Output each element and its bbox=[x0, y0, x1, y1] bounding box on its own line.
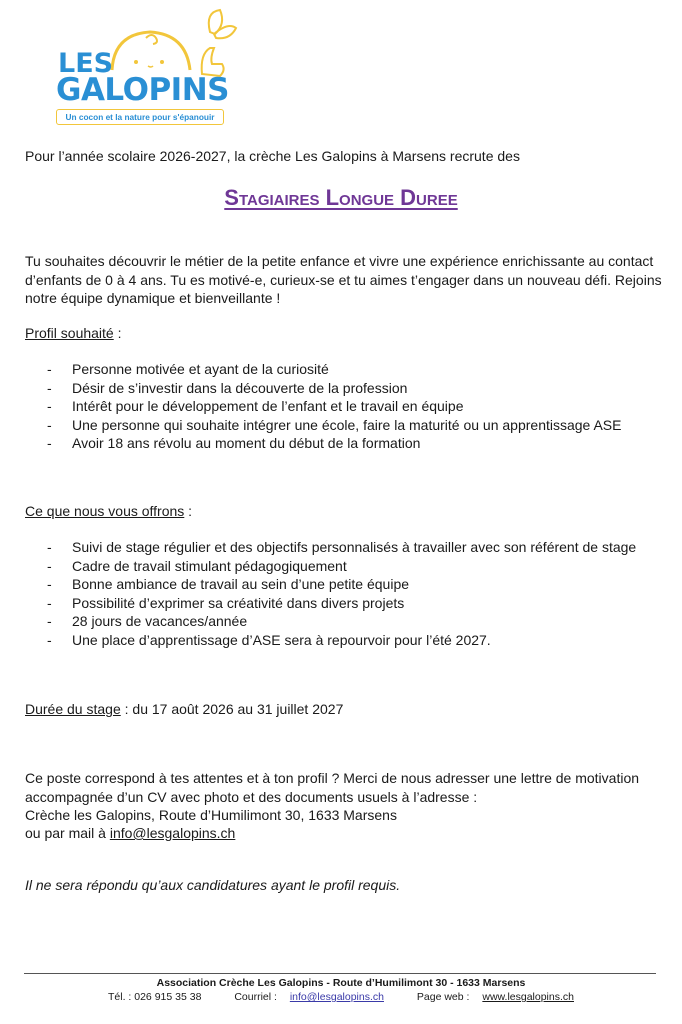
footer-web bbox=[407, 991, 574, 1003]
list-item: - Intérêt pour le développement de l’enfant et le travail en équipe bbox=[25, 397, 665, 416]
footer-divider bbox=[24, 973, 656, 974]
footer-website-link[interactable]: www.lesgalopins.ch bbox=[482, 991, 574, 1003]
logo-galopins-text: GALOPINS bbox=[56, 72, 229, 108]
profile-heading-colon: : bbox=[113, 325, 122, 341]
list-item: - Désir de s’investir dans la découverte de la profession bbox=[25, 379, 665, 398]
footer-phone: Tél. : 026 915 35 38 bbox=[108, 991, 202, 1003]
list-item: - Avoir 18 ans révolu au moment du début de la formation bbox=[25, 434, 665, 453]
footer-mail-label: Courriel : bbox=[234, 991, 280, 1003]
contact-mail-line bbox=[25, 824, 665, 843]
profile-heading-label: Profil souhaité bbox=[25, 325, 114, 341]
title-text: Stagiaires Longue Duree bbox=[224, 185, 458, 210]
footer-email-link[interactable]: info@lesgalopins.ch bbox=[289, 991, 384, 1003]
contact-email-link[interactable]: info@lesgalopins.ch bbox=[109, 825, 236, 841]
list-item: - Cadre de travail stimulant pédagogiquement bbox=[25, 557, 665, 576]
list-item: - Personne motivée et ayant de la curiosité bbox=[25, 360, 665, 379]
description: Tu souhaites découvrir le métier de la petite enfance et vivre une expérience enrichissante au contact d’enfants de 0 à 4 ans. Tu es motivé-e, curieux-se et tu aimes t’engager dans un nouveau défi. Rejoins notre équipe dynamique et bienveillante ! bbox=[25, 253, 662, 306]
page-title bbox=[0, 185, 682, 211]
duration bbox=[25, 700, 665, 719]
list-item: - Une personne qui souhaite intégrer une école, faire la maturité ou un apprentissage ASE bbox=[25, 416, 665, 435]
profile-heading bbox=[25, 324, 665, 343]
offer-list bbox=[25, 538, 665, 649]
footer-mail bbox=[224, 991, 384, 1003]
footer-contacts bbox=[0, 991, 682, 1003]
profile-list bbox=[25, 360, 665, 453]
list-item: - Possibilité d’exprimer sa créativité dans divers projets bbox=[25, 594, 665, 613]
list-item: - Suivi de stage régulier et des objectifs personnalisés à travailler avec son référent de stage bbox=[25, 538, 665, 557]
footer-address: Association Crèche Les Galopins - Route d’Humilimont 30 - 1633 Marsens bbox=[156, 977, 526, 989]
duration-value: : du 17 août 2026 au 31 juillet 2027 bbox=[120, 701, 344, 717]
offer-heading bbox=[25, 502, 665, 521]
list-item: - Une place d’apprentissage d’ASE sera à repourvoir pour l’été 2027. bbox=[25, 631, 665, 650]
list-item: - 28 jours de vacances/année bbox=[25, 612, 665, 631]
intro-text: Pour l’année scolaire 2026-2027, la crèche Les Galopins à Marsens recrute des bbox=[25, 148, 520, 164]
contact-address: Crèche les Galopins, Route d’Humilimont 30, 1633 Marsens bbox=[25, 807, 397, 823]
footer-web-label: Page web : bbox=[416, 991, 473, 1003]
list-item: - Bonne ambiance de travail au sein d’une petite équipe bbox=[25, 575, 665, 594]
offer-heading-colon: : bbox=[184, 503, 193, 519]
duration-label: Durée du stage bbox=[25, 701, 121, 717]
logo-les-text: LES bbox=[58, 48, 114, 79]
logo-tagline: Un cocon et la nature pour s'épanouir bbox=[56, 109, 224, 125]
logo bbox=[50, 4, 240, 128]
contact-mail-prefix: ou par mail à bbox=[25, 825, 110, 841]
disclaimer: Il ne sera répondu qu’aux candidatures ayant le profil requis. bbox=[25, 877, 401, 893]
offer-heading-label: Ce que nous vous offrons bbox=[25, 503, 185, 519]
contact-text: Ce poste correspond à tes attentes et à ton profil ? Merci de nous adresser une lettre de motivation accompagnée d’un CV avec photo et des documents usuels à l’adresse : bbox=[25, 770, 640, 805]
